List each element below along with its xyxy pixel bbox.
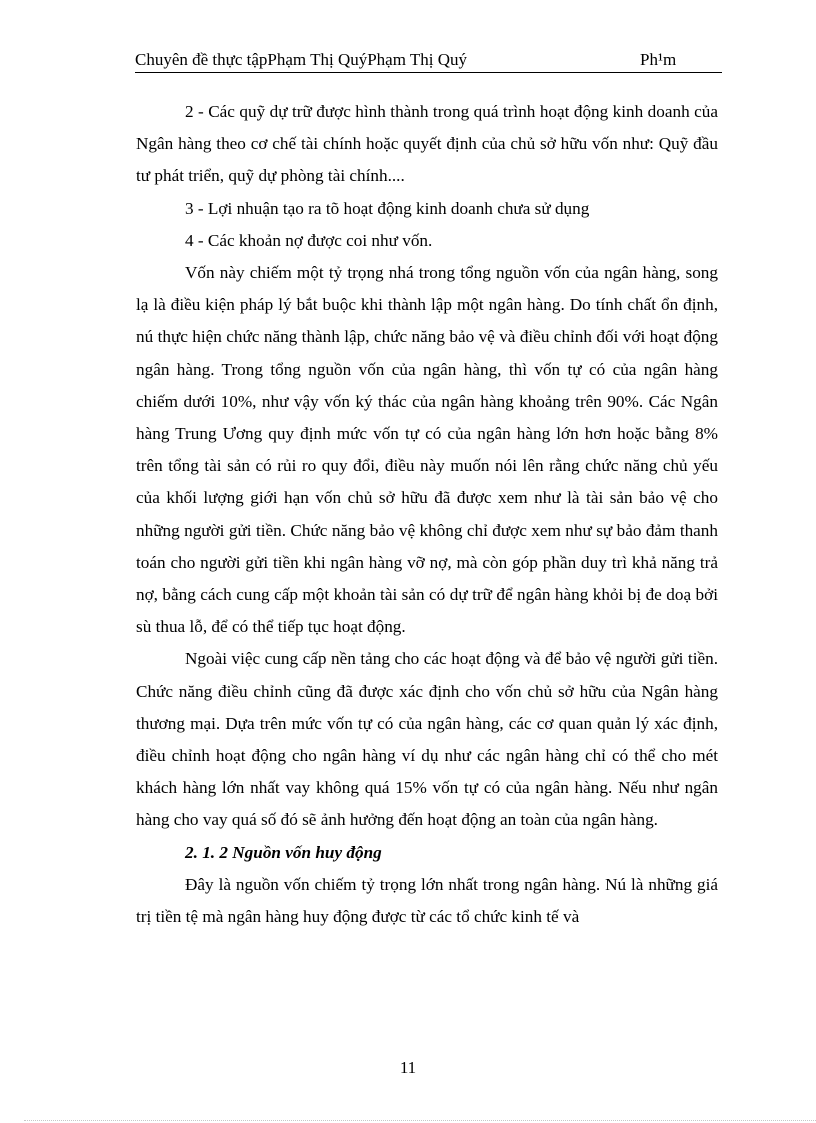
page-number: 11 [399, 1058, 417, 1077]
section-heading: 2. 1. 2 Nguồn vốn huy động [185, 842, 382, 862]
paragraph: 3 - Lợi nhuận tạo ra tõ hoạt động kinh doanh chưa sử dụng [185, 198, 590, 218]
page-header [135, 50, 722, 73]
page-bottom-divider [24, 1120, 816, 1121]
paragraph: Vốn này chiếm một tỷ trọng nhá trong tổng nguồn vốn của ngân hàng, song lạ là điều kiện pháp lý bắt buộc khi thành lập một ngân hàng. Do tính chất ổn định, nú thực hiện chức năng thành lập, chức năng bảo vệ và điều chỉnh đối với hoạt động ngân hàng. Trong tổng nguồn vốn của ngân hàng, thì vốn tự có của ngân hàng chiếm dưới 10%, như vậy vốn ký thác của ngân hàng khoảng trên 90%. Các Ngân hàng Trung Ương quy định mức vốn tự có của ngân hàng lớn hơn hoặc bằng 8% trên tổng tài sản có rủi ro quy đổi, điều này muốn nói lên rằng chức năng chủ yếu của khối lượng giới hạn vốn chủ sở hữu đã được xem như là tài sản bảo vệ cho những người gửi tiền. Chức năng bảo vệ không chỉ được xem như sự bảo đảm thanh toán cho người gửi tiền khi ngân hàng vỡ nợ, mà còn góp phần duy trì khả năng trả nợ, bằng cách cung cấp một khoản tài sản có dự trữ để ngân hàng khỏi bị đe doạ bởi sù thua lỗ, để có thể tiếp tục hoạt động. [136, 263, 718, 637]
paragraph: 2 - Các quỹ dự trữ được hình thành trong quá trình hoạt động kinh doanh của Ngân hàng theo cơ chế tài chính hoặc quyết định của chủ sở hữu vốn như: Quỹ đầu tư phát triển, quỹ dự phòng tài chính.... [136, 102, 718, 186]
header-right-text: Ph¹m [640, 50, 677, 69]
paragraph: 4 - Các khoản nợ được coi như vốn. [185, 230, 433, 250]
paragraph: Đây là nguồn vốn chiếm tỷ trọng lớn nhất trong ngân hàng. Nú là những giá trị tiền tệ mà ngân hàng huy động được từ các tổ chức kinh tế và [136, 874, 718, 927]
header-title: Chuyên đề thực tậpPhạm Thị QuýPhạm Thị Quý [135, 50, 468, 69]
paragraph: Ngoài việc cung cấp nền tảng cho các hoạt động và để bảo vệ người gửi tiền. Chức năng điều chỉnh cũng đã được xác định cho vốn chủ sở hữu của Ngân hàng thương mại. Dựa trên mức vốn tự có của ngân hàng, các cơ quan quản lý xác định, điều chỉnh hoạt động cho ngân hàng ví dụ như các ngân hàng chỉ có thể cho mét khách hàng lớn nhất vay không quá 15% vốn tự có của ngân hàng. Nếu như ngân hàng cho vay quá số đó sẽ ảnh hưởng đến hoạt động an toàn của ngân hàng. [136, 649, 718, 830]
document-body [136, 96, 718, 933]
